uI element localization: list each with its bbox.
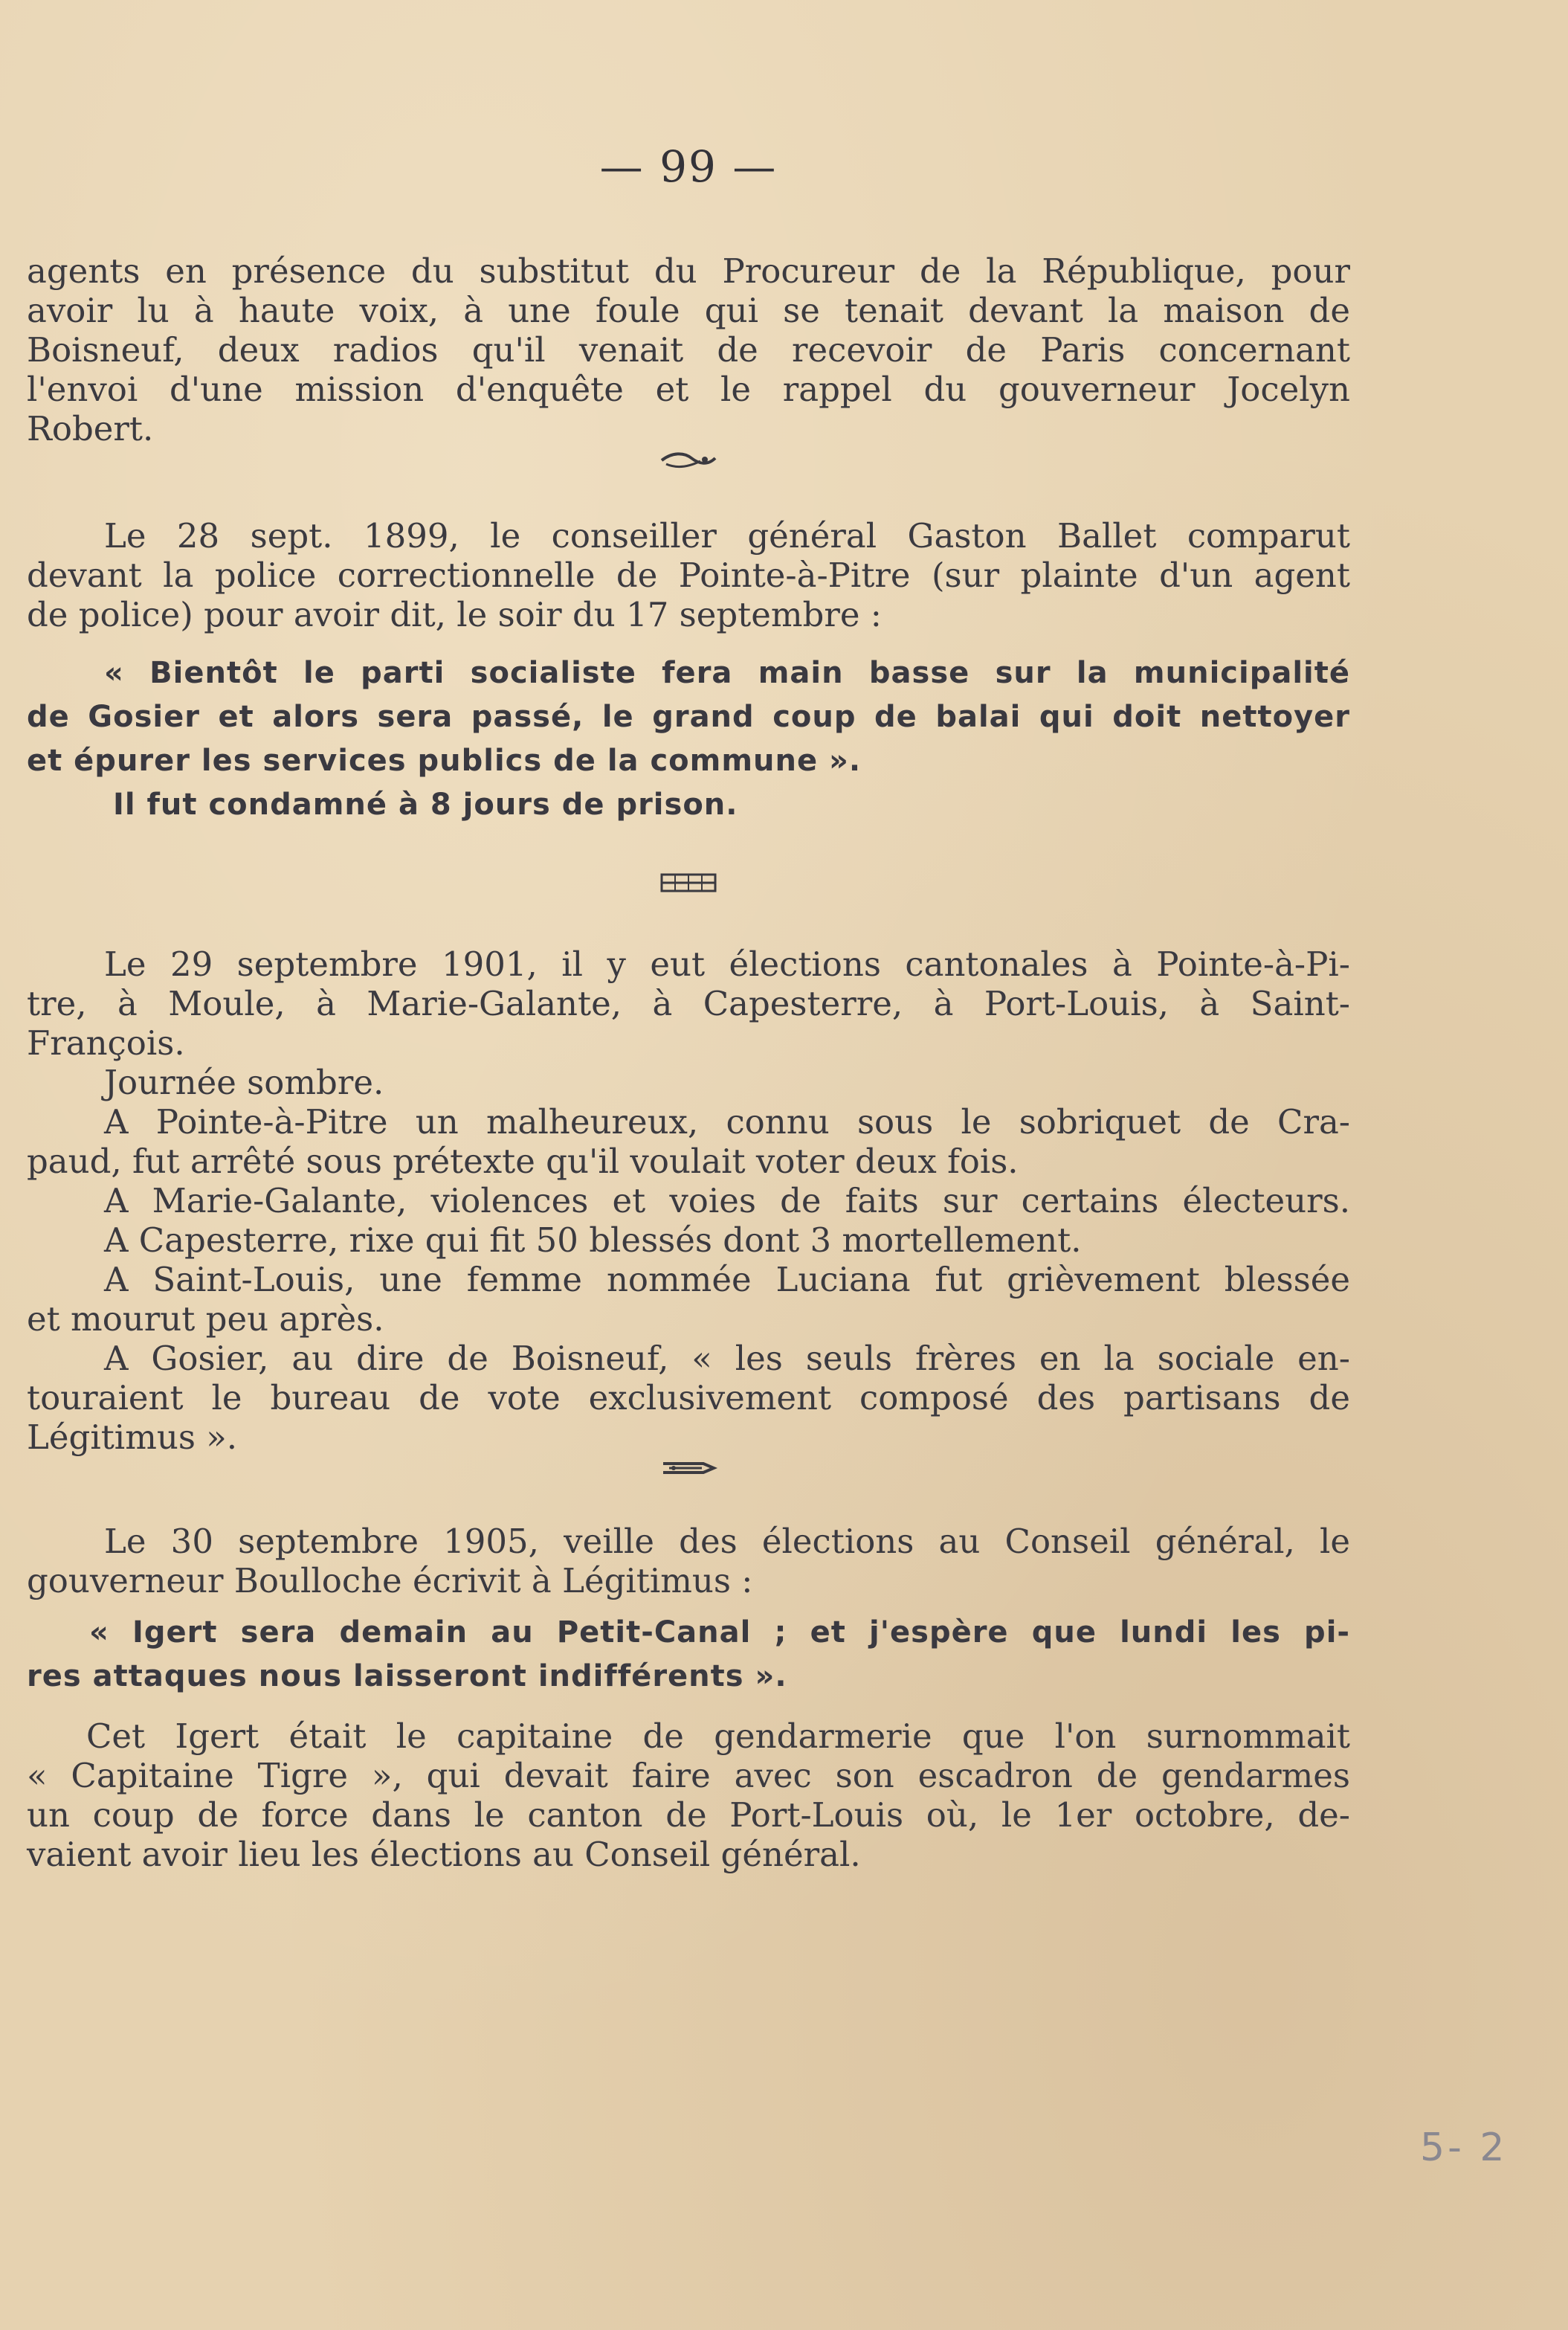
page-number: — 99 —: [599, 141, 778, 192]
text-line: « Capitaine Tigre », qui devait faire avec son escadron de gendarmes: [27, 1756, 1350, 1795]
text-line: tre, à Moule, à Marie-Galante, à Capesterre, à Port-Louis, à Saint-: [27, 984, 1350, 1023]
text-line: Légitimus ».: [27, 1417, 238, 1457]
paragraph-2: [27, 516, 1350, 634]
text-line: A Capesterre, rixe qui fit 50 blessés dont 3 mortellement.: [104, 1220, 1082, 1260]
paragraph-5: [27, 1716, 1350, 1874]
text-line: Journée sombre.: [104, 1063, 384, 1102]
text-line: François.: [27, 1023, 185, 1063]
handwritten-margin-note: 5- 2: [1420, 2125, 1508, 2170]
text-line: Boisneuf, deux radios qu'il venait de recevoir de Paris concernant: [27, 330, 1350, 370]
text-line: touraient le bureau de vote exclusivement composé des partisans de: [27, 1378, 1350, 1417]
text-line: res attaques nous laisseront indifférents ».: [27, 1659, 787, 1693]
text-line: Cet Igert était le capitaine de gendarmerie que l'on surnommait: [86, 1716, 1350, 1756]
paragraph-3: [27, 944, 1350, 1457]
text-line: A Pointe-à-Pitre un malheureux, connu sous le sobriquet de Cra-: [104, 1102, 1350, 1142]
text-line: avoir lu à haute voix, à une foule qui se tenait devant la maison de: [27, 291, 1350, 330]
text-line: Le 29 septembre 1901, il y eut élections cantonales à Pointe-à-Pi-: [104, 944, 1350, 984]
text-line: « Bientôt le parti socialiste fera main basse sur la municipalité: [104, 656, 1350, 690]
text-line: « Igert sera demain au Petit-Canal ; et j'espère que lundi les pi-: [89, 1615, 1350, 1650]
text-line: agents en présence du substitut du Procureur de la République, pour: [27, 251, 1350, 291]
text-line: devant la police correctionnelle de Pointe-à-Pitre (sur plainte d'un agent: [27, 556, 1350, 595]
text-line: de police) pour avoir dit, le soir du 17 septembre :: [27, 595, 882, 634]
text-line: Il fut condamné à 8 jours de prison.: [113, 788, 738, 822]
text-line: A Saint-Louis, une femme nommée Luciana fut grièvement blessée: [104, 1260, 1350, 1299]
ornament-divider-2: [27, 870, 1350, 898]
text-line: et mourut peu après.: [27, 1299, 384, 1339]
ornament-divider-1: [27, 449, 1350, 474]
text-line: l'envoi d'une mission d'enquête et le rappel du gouverneur Jocelyn: [27, 370, 1350, 409]
quote-2: [27, 1611, 1350, 1699]
paragraph-1: [27, 251, 1350, 448]
text-line: Le 28 sept. 1899, le conseiller général Gaston Ballet comparut: [104, 516, 1350, 556]
text-line: A Marie-Galante, violences et voies de faits sur certains électeurs.: [104, 1181, 1350, 1220]
text-line: un coup de force dans le canton de Port-Louis où, le 1er octobre, de-: [27, 1795, 1350, 1835]
text-line: paud, fut arrêté sous prétexte qu'il voulait voter deux fois.: [27, 1142, 1019, 1181]
ornament-divider-3: [27, 1456, 1350, 1481]
text-line: de Gosier et alors sera passé, le grand coup de balai qui doit nettoyer: [27, 700, 1350, 734]
text-line: vaient avoir lieu les élections au Conseil général.: [27, 1835, 861, 1874]
quote-1: [27, 651, 1350, 827]
paragraph-4: [27, 1522, 1350, 1600]
text-line: Robert.: [27, 409, 154, 448]
text-line: gouverneur Boulloche écrivit à Légitimus :: [27, 1561, 753, 1600]
text-line: et épurer les services publics de la commune ».: [27, 744, 862, 778]
text-line: Le 30 septembre 1905, veille des élections au Conseil général, le: [104, 1522, 1350, 1561]
text-line: A Gosier, au dire de Boisneuf, « les seuls frères en la sociale en-: [104, 1339, 1350, 1378]
